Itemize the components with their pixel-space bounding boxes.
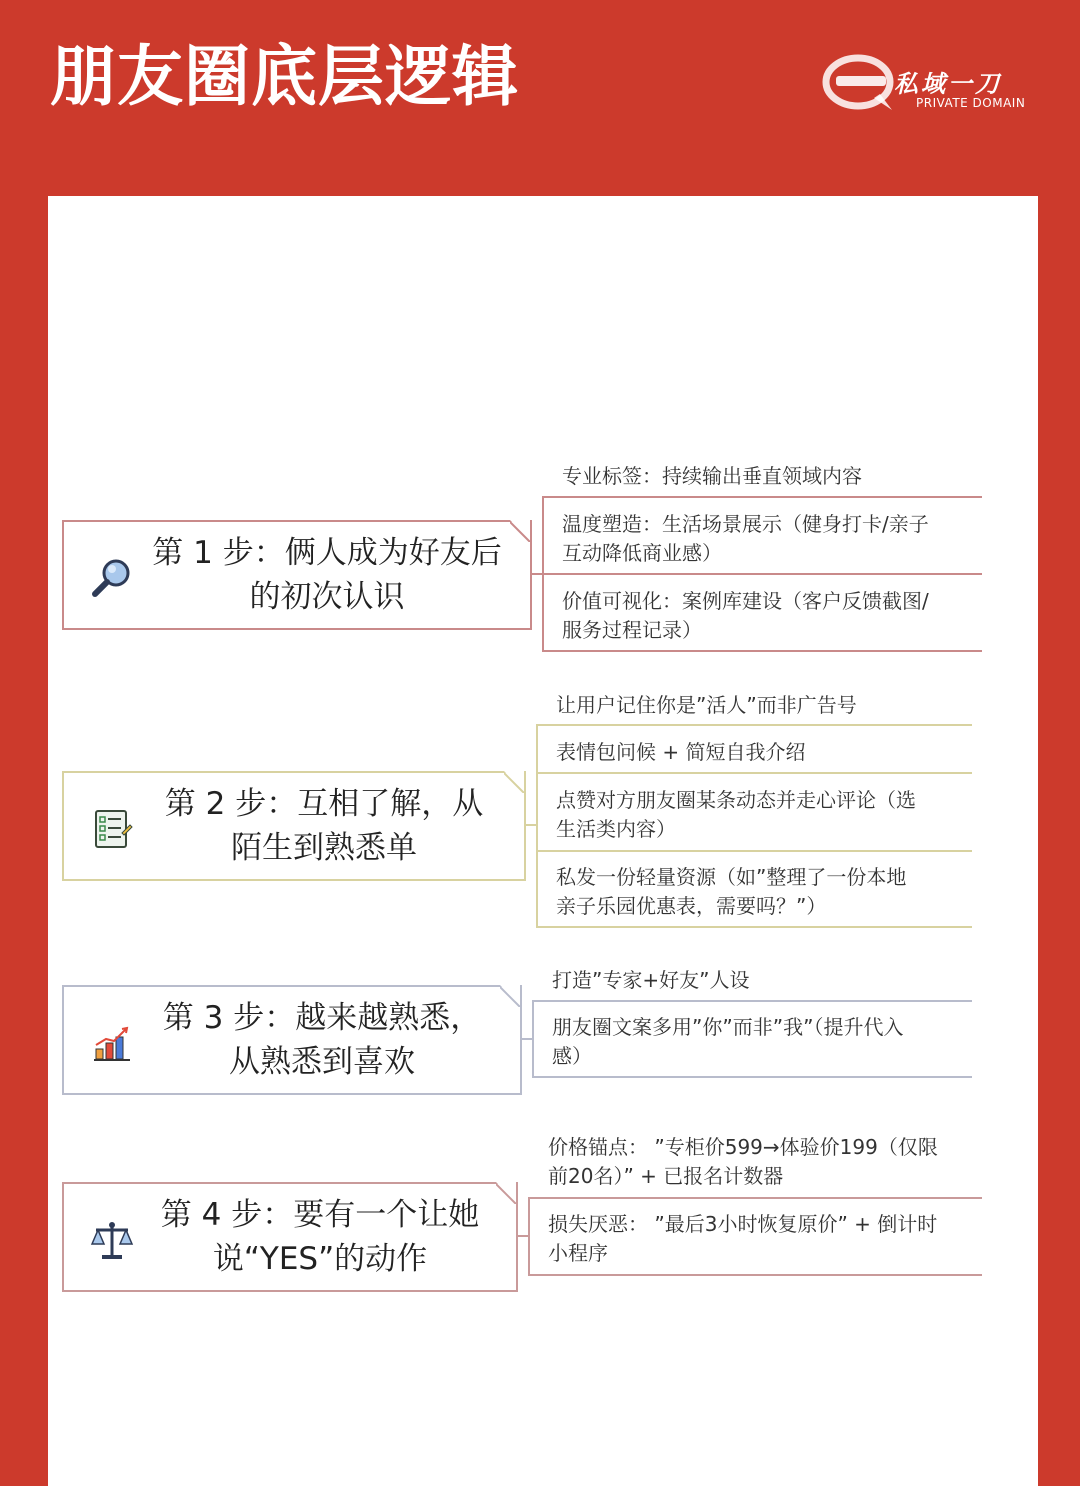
step-2-item-3: 点赞对方朋友圈某条动态并走心评论（选 生活类内容） (556, 788, 916, 841)
step-2-item-2-underline (536, 772, 972, 774)
logo-mark-icon (822, 52, 896, 114)
step-3-node (62, 985, 522, 1095)
step-1-node (62, 520, 532, 630)
fold-corner-icon (496, 1182, 518, 1204)
fold-corner-icon (500, 985, 522, 1007)
step-2-item-3-underline (536, 850, 972, 852)
logo-brand-text: 私域一刀 (894, 70, 1002, 98)
step-2-item-1: 让用户记住你是”活人”而非广告号 (556, 693, 857, 717)
step-4-item-1: 价格锚点： ”专柜价599→体验价199（仅限 前20名）” + 已报名计数器 (548, 1135, 938, 1188)
step-2-item-4-underline (536, 926, 972, 928)
step-2-item-2: 表情包问候 + 简短自我介绍 (556, 740, 806, 764)
step-3-item-1-underline (532, 1000, 972, 1002)
step-1-item-2-underline (542, 573, 982, 575)
page-title: 朋友圈底层逻辑 (50, 37, 519, 115)
step-1-item-1: 专业标签：持续输出垂直领域内容 (562, 464, 862, 488)
step-4-node (62, 1182, 518, 1292)
step-4-item-1-underline (528, 1197, 982, 1199)
step-1-item-3-underline (542, 650, 982, 652)
step-4-item-2-underline (528, 1274, 982, 1276)
step-3-item-2: 朋友圈文案多用”你”而非”我”（提升代入 感） (552, 1015, 904, 1068)
step-3-item-1: 打造”专家+好友”人设 (552, 968, 750, 992)
step-3-label: 第 3 步：越来越熟悉， 从熟悉到喜欢 (162, 1000, 482, 1080)
fold-corner-icon (504, 771, 526, 793)
step-4-label: 第 4 步：要有一个让她 说“YES”的动作 (160, 1197, 480, 1277)
step-3-item-2-underline (532, 1076, 972, 1078)
fold-corner-icon (510, 520, 532, 542)
step-2-item-1-underline (536, 724, 972, 726)
step-1-item-2: 温度塑造：生活场景展示（健身打卡/亲子 互动降低商业感） (562, 512, 929, 565)
step-1-item-3: 价值可视化：案例库建设（客户反馈截图/ 服务过程记录） (562, 589, 929, 642)
brand-logo (822, 52, 1042, 122)
step-2-node (62, 771, 526, 881)
bar-chart-icon (90, 1021, 134, 1065)
scale-icon (90, 1218, 134, 1262)
step-2-label: 第 2 步：互相了解，从 陌生到熟悉单 (164, 786, 484, 866)
logo-sub-text: PRIVATE DOMAIN (916, 96, 1026, 110)
step-4-item-2: 损失厌恶： ”最后3小时恢复原价” + 倒计时 小程序 (548, 1212, 938, 1265)
step-1-label: 第 1 步：俩人成为好友后 的初次认识 (152, 535, 502, 615)
step-1-item-1-underline (542, 496, 982, 498)
step-2-item-4: 私发一份轻量资源（如”整理了一份本地 亲子乐园优惠表，需要吗？”） (556, 865, 907, 918)
checklist-icon (90, 807, 134, 851)
magnifier-icon (90, 556, 134, 600)
